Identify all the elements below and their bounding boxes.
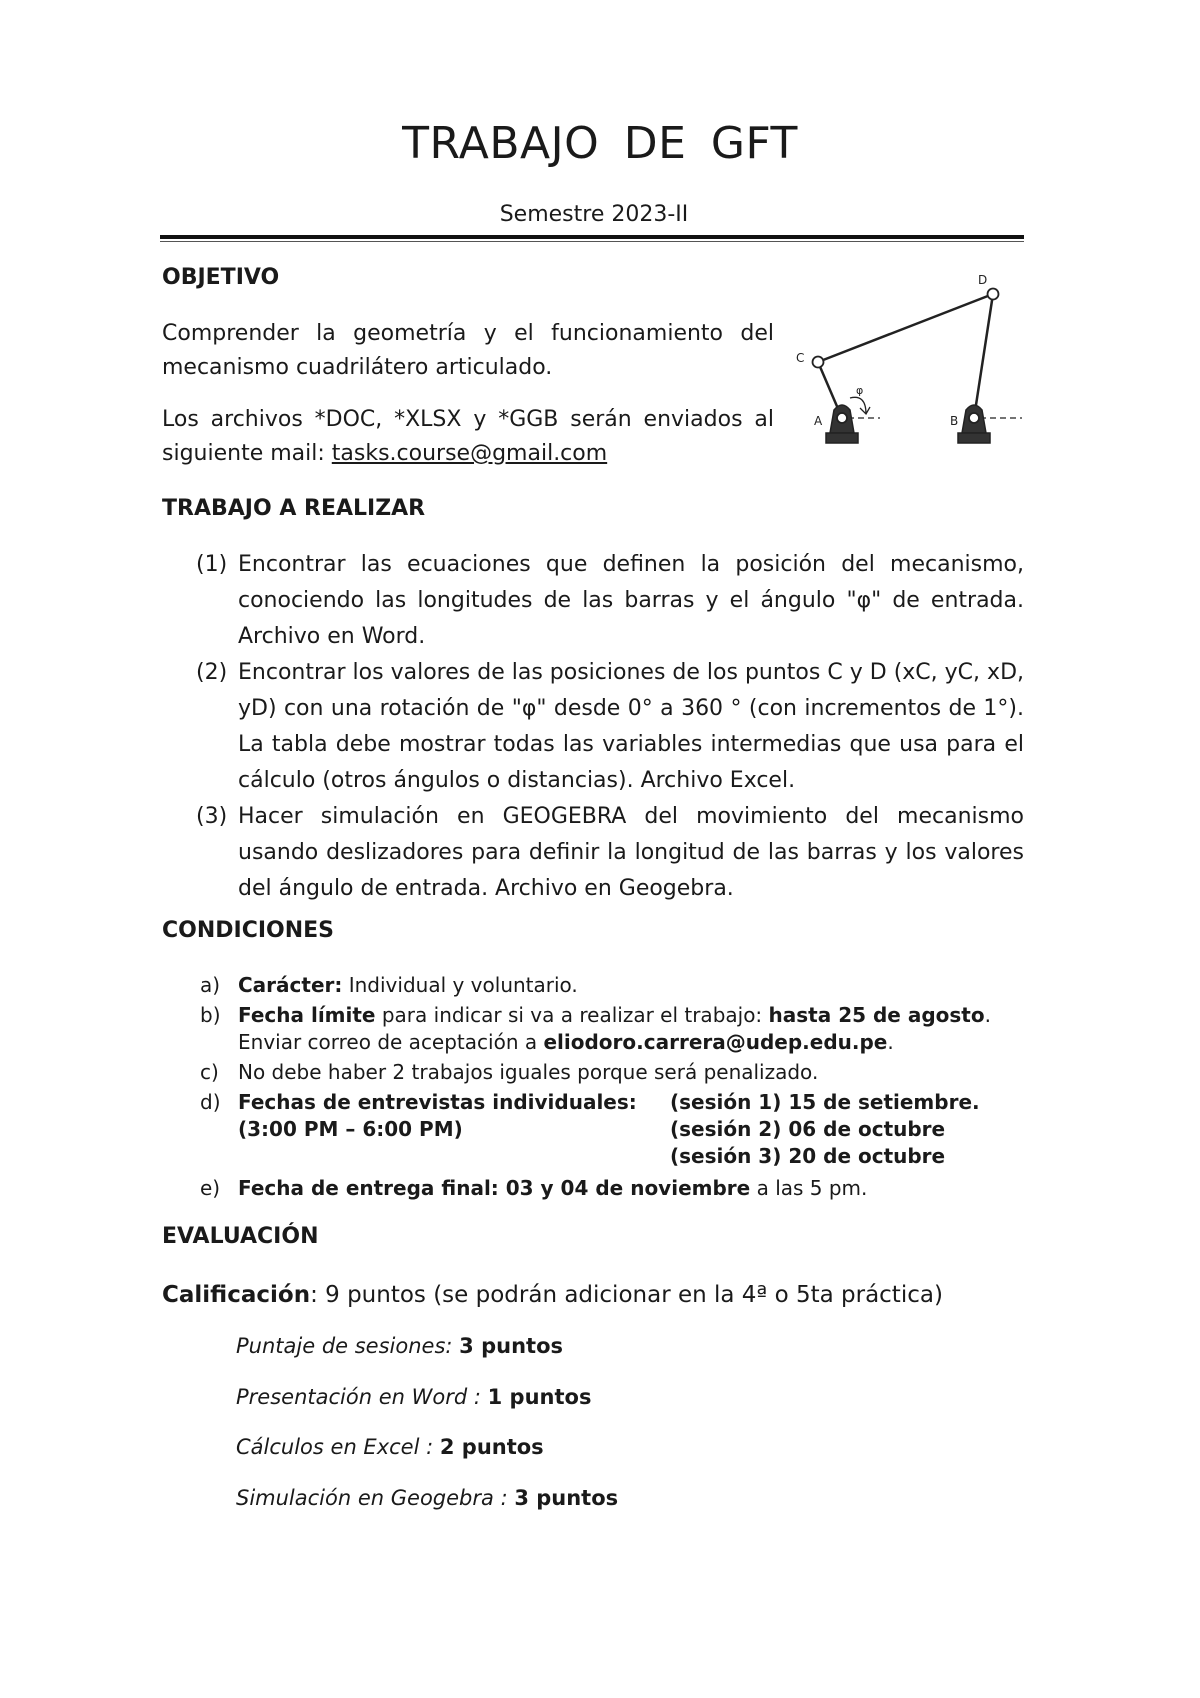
task-item — [196, 547, 1024, 655]
four-bar-mechanism-diagram — [790, 270, 1040, 460]
eval-label: Cálculos en Excel — [236, 1435, 420, 1459]
eval-sep: : — [445, 1334, 460, 1358]
task-number: (1) — [196, 552, 228, 577]
label-phi: φ — [856, 384, 864, 397]
document-title: TRABAJO DE GFT — [402, 118, 798, 169]
task-number: (3) — [196, 804, 228, 829]
joint-d — [988, 289, 999, 300]
label-b: B — [950, 414, 959, 428]
email-link[interactable]: tasks.course@gmail.com — [331, 441, 608, 466]
eval-item — [236, 1385, 591, 1409]
condition-colon: : — [490, 1176, 506, 1200]
condition-letter: b) — [200, 1003, 221, 1027]
label-c: C — [796, 351, 805, 365]
eval-sep: : — [419, 1435, 440, 1459]
eval-item — [236, 1334, 563, 1358]
condition-a — [200, 972, 1040, 999]
condition-letter: e) — [200, 1176, 221, 1200]
condition-c — [200, 1059, 1040, 1086]
tasks-list — [196, 547, 1024, 907]
eval-sep: : — [467, 1385, 488, 1409]
condition-e — [200, 1175, 1040, 1202]
condition-text: a las 5 pm. — [750, 1176, 868, 1200]
eval-label: Presentación en Word — [236, 1385, 468, 1409]
eval-label: Simulación en Geogebra — [236, 1486, 494, 1510]
eval-points: 3 puntos — [514, 1486, 619, 1510]
header-rule-thin — [160, 241, 1024, 242]
condition-text: para indicar si va a realizar el trabajo: — [375, 1003, 769, 1027]
header-rule — [160, 235, 1024, 239]
ground-a — [826, 433, 858, 443]
grade-line — [162, 1278, 943, 1312]
eval-label: Puntaje de sesiones — [236, 1334, 446, 1358]
condition-label: Fecha de entrega final — [238, 1176, 491, 1200]
objective-text: Comprender la geometría y el funcionamiento del mecanismo cuadrilátero articulado. — [162, 321, 774, 380]
joint-c — [813, 357, 824, 368]
task-text: Hacer simulación en GEOGEBRA del movimiento del mecanismo usando deslizadores para definir la longitud de las barras y los valores del ángulo de entrada. Archivo en Geogebra. — [238, 804, 1024, 901]
objective-heading: OBJETIVO — [162, 265, 280, 290]
eval-item — [236, 1435, 544, 1459]
tasks-heading: TRABAJO A REALIZAR — [162, 496, 426, 521]
condition-letter: a) — [200, 973, 221, 997]
files-text — [162, 403, 774, 471]
label-d: D — [978, 273, 988, 287]
session-dates — [670, 1089, 980, 1170]
eval-points: 3 puntos — [459, 1334, 563, 1358]
condition-text: No debe haber 2 trabajos iguales porque será penalizado. — [238, 1060, 819, 1084]
contact-email[interactable]: eliodoro.carrera@udep.edu.pe — [543, 1030, 888, 1054]
conditions-list — [200, 972, 1040, 1205]
delivery-date: 03 y 04 de noviembre — [505, 1176, 751, 1200]
condition-letter: d) — [200, 1090, 221, 1114]
interview-hours: (3:00 PM – 6:00 PM) — [238, 1117, 463, 1141]
eval-item — [236, 1486, 618, 1510]
ground-b — [958, 433, 990, 443]
files-text-body: Los archivos *DOC, *XLSX y *GGB serán enviados al siguiente mail: — [162, 407, 774, 466]
semester-label: Semestre 2023-II — [499, 202, 689, 227]
eval-points: 2 puntos — [439, 1435, 544, 1459]
task-text: Encontrar las ecuaciones que definen la posición del mecanismo, conociendo las longitudes de las barras y el ángulo "φ" de entrada. Archivo en Word. — [238, 552, 1024, 649]
condition-text: . — [887, 1030, 894, 1054]
grade-label: Calificación — [162, 1282, 311, 1308]
condition-label: Fechas de entrevistas individuales: — [238, 1090, 637, 1114]
task-text: Encontrar los valores de las posiciones de los puntos C y D (xC, yC, xD, yD) con una rotación de "φ" desde 0° a 360 ° (con incrementos de 1°). La tabla debe mostrar todas las variables intermedias que usa para el cálculo (otros ángulos o distancias). Archivo Excel. — [238, 660, 1024, 793]
condition-text: Individual y voluntario. — [342, 973, 578, 997]
task-item — [196, 655, 1024, 799]
joint-b — [969, 413, 979, 423]
condition-label: Carácter: — [238, 973, 343, 997]
eval-points: 1 puntos — [487, 1385, 592, 1409]
session-2: (sesión 2) 06 de octubre — [670, 1117, 946, 1141]
task-item — [196, 799, 1024, 907]
eval-sep: : — [493, 1486, 515, 1510]
session-1: (sesión 1) 15 de setiembre. — [670, 1090, 980, 1114]
label-a: A — [814, 414, 823, 428]
evaluation-heading: EVALUACIÓN — [162, 1224, 319, 1249]
joint-a — [837, 413, 847, 423]
coupler-bar-cd — [818, 294, 993, 362]
condition-letter: c) — [200, 1060, 219, 1084]
grade-text: : 9 puntos (se podrán adicionar en la 4ª o 5ta práctica) — [310, 1282, 943, 1308]
rocker-bar-bd — [974, 294, 993, 418]
condition-label: Fecha límite — [238, 1003, 376, 1027]
condition-text: . Enviar correo de aceptación a — [238, 1003, 991, 1054]
conditions-heading: CONDICIONES — [162, 918, 335, 943]
condition-d — [200, 1089, 1040, 1172]
condition-b — [200, 1002, 1040, 1056]
session-3: (sesión 3) 20 de octubre — [670, 1144, 946, 1168]
deadline-date: hasta 25 de agosto — [768, 1003, 985, 1027]
task-number: (2) — [196, 660, 228, 685]
